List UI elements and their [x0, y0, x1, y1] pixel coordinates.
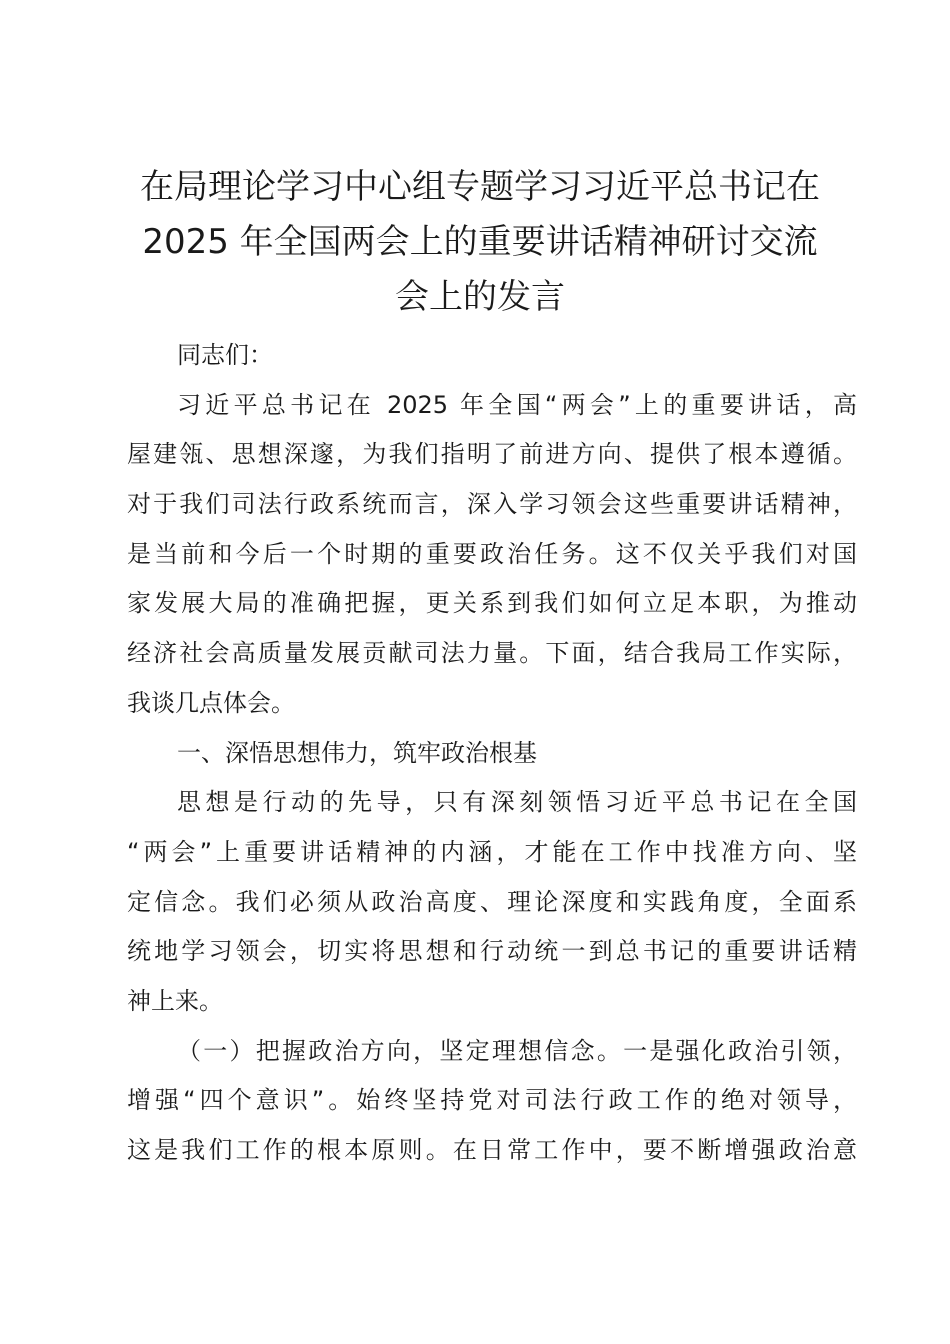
paragraph-line: 对于我们司法行政系统而言，深入学习领会这些重要讲话精神，: [127, 490, 857, 519]
paragraph-line: 我谈几点体会。: [127, 688, 295, 717]
salutation: 同志们：: [177, 341, 273, 369]
document-body: [127, 331, 857, 1176]
paragraph-line: 屋建瓴、思想深邃，为我们指明了前进方向、提供了根本遵循。: [127, 440, 857, 469]
paragraph-line: 这是我们工作的根本原则。在日常工作中，要不断增强政治意: [127, 1136, 857, 1164]
paragraph-line: 思想是行动的先导，只有深刻领悟习近平总书记在全国: [177, 788, 857, 817]
paragraph-line: 家发展大局的准确把握，更关系到我们如何立足本职，为推动: [127, 589, 857, 618]
paragraph-line: 习近平总书记在 2025 年全国“两会”上的重要讲话，高: [177, 390, 857, 419]
paragraph-line: 增强“四个意识”。始终坚持党对司法行政工作的绝对领导，: [127, 1086, 857, 1115]
paragraph-line: 神上来。: [127, 986, 223, 1015]
paragraph-line: （一）把握政治方向，坚定理想信念。一是强化政治引领，: [177, 1036, 857, 1065]
paragraph-line: 是当前和今后一个时期的重要政治任务。这不仅关乎我们对国: [127, 539, 857, 568]
section-heading: 一、深悟思想伟力，筑牢政治根基: [177, 738, 537, 767]
document-title: [110, 160, 850, 325]
title-line-2: 2025 年全国两会上的重要讲话精神研讨交流: [142, 222, 818, 262]
paragraph-line: “两会”上重要讲话精神的内涵，才能在工作中找准方向、坚: [127, 837, 857, 866]
title-line-1: 在局理论学习中心组专题学习习近平总书记在: [140, 167, 820, 207]
paragraph-line: 经济社会高质量发展贡献司法力量。下面，结合我局工作实际，: [127, 639, 857, 668]
title-line-3: 会上的发言: [395, 277, 565, 317]
paragraph-line: 定信念。我们必须从政治高度、理论深度和实践角度，全面系: [127, 887, 857, 916]
paragraph-line: 统地学习领会，切实将思想和行动统一到总书记的重要讲话精: [127, 937, 857, 966]
